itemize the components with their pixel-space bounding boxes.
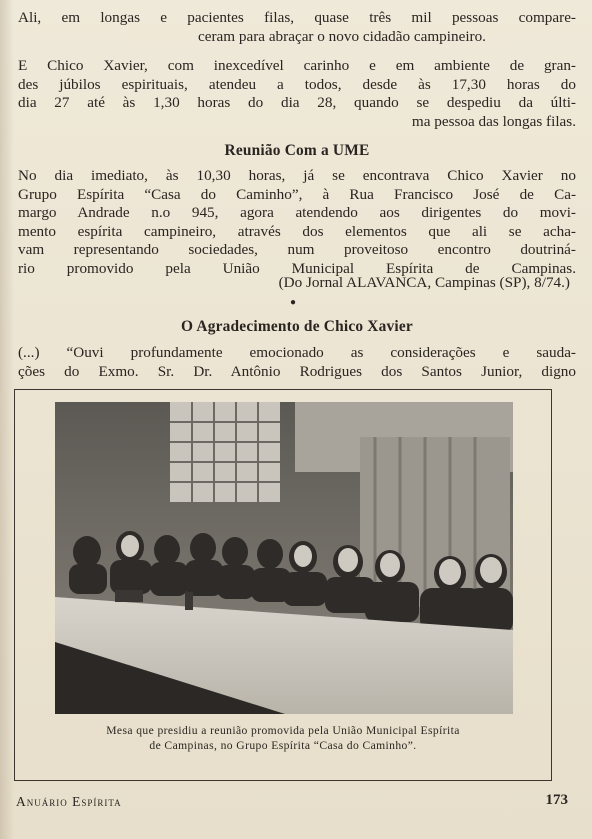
- photo-frame: [14, 389, 552, 781]
- separator-dot: ●: [290, 297, 297, 308]
- text-line: ções do Exmo. Sr. Dr. Antônio Rodrigues dos Santos Junior, digno: [18, 362, 576, 380]
- text-line: ma pessoa das longas filas.: [411, 112, 576, 130]
- section-heading: [18, 142, 576, 160]
- meeting-photo: [55, 402, 513, 714]
- heading-text: O Agradecimento de Chico Xavier: [181, 318, 413, 335]
- photo-caption: [31, 723, 535, 753]
- meeting-photo-illustration: [55, 402, 513, 714]
- text-line: dia 27 até às 1,30 horas do dia 28, quando se despediu da últi-: [18, 94, 576, 112]
- heading-text: Reunião Com a UME: [224, 142, 370, 159]
- paragraph-3: [18, 167, 576, 279]
- source-citation: (Do Jornal ALAVANCA, Campinas (SP), 8/74.): [278, 274, 570, 291]
- text-line: E Chico Xavier, com inexcedível carinho e em ambiente de gran-: [18, 57, 576, 74]
- text-line: mento espírita campineiro, através dos elementos que ali se acha-: [18, 222, 576, 240]
- text-line: No dia imediato, às 10,30 horas, já se encontrava Chico Xavier no: [18, 167, 576, 184]
- text-line: rio promovido pela União Municipal Espírita de Campinas.: [18, 259, 576, 277]
- text-line: Grupo Espírita “Casa do Caminho”, à Rua Francisco José de Ca-: [18, 185, 576, 203]
- text-line: ceram para abraçar o novo cidadão campineiro.: [198, 27, 486, 45]
- text-line: Ali, em longas e pacientes filas, quase três mil pessoas compare-: [18, 9, 576, 26]
- page-number: 173: [545, 792, 568, 808]
- caption-line: de Campinas, no Grupo Espírita “Casa do Caminho”.: [149, 739, 417, 752]
- caption-line: Mesa que presidiu a reunião promovida pela União Municipal Espírita: [106, 724, 460, 737]
- text-line: margo Andrade n.o 945, agora atendendo aos dirigentes do movi-: [18, 204, 576, 222]
- paragraph-2: [18, 57, 576, 131]
- paragraph-4: [18, 344, 576, 381]
- text-line: (...) “Ouvi profundamente emocionado as considerações e sauda-: [18, 344, 576, 361]
- section-heading: [18, 318, 576, 336]
- text-line: des júbilos espirituais, atendeu a todos, desde às 17,30 horas do: [18, 75, 576, 93]
- publication-name: Anuário Espírita: [16, 794, 122, 809]
- text-line: vam representando sociedades, num proveitoso encontro doutriná-: [18, 241, 576, 259]
- page-footer: [16, 790, 576, 816]
- paragraph-1: [18, 9, 576, 46]
